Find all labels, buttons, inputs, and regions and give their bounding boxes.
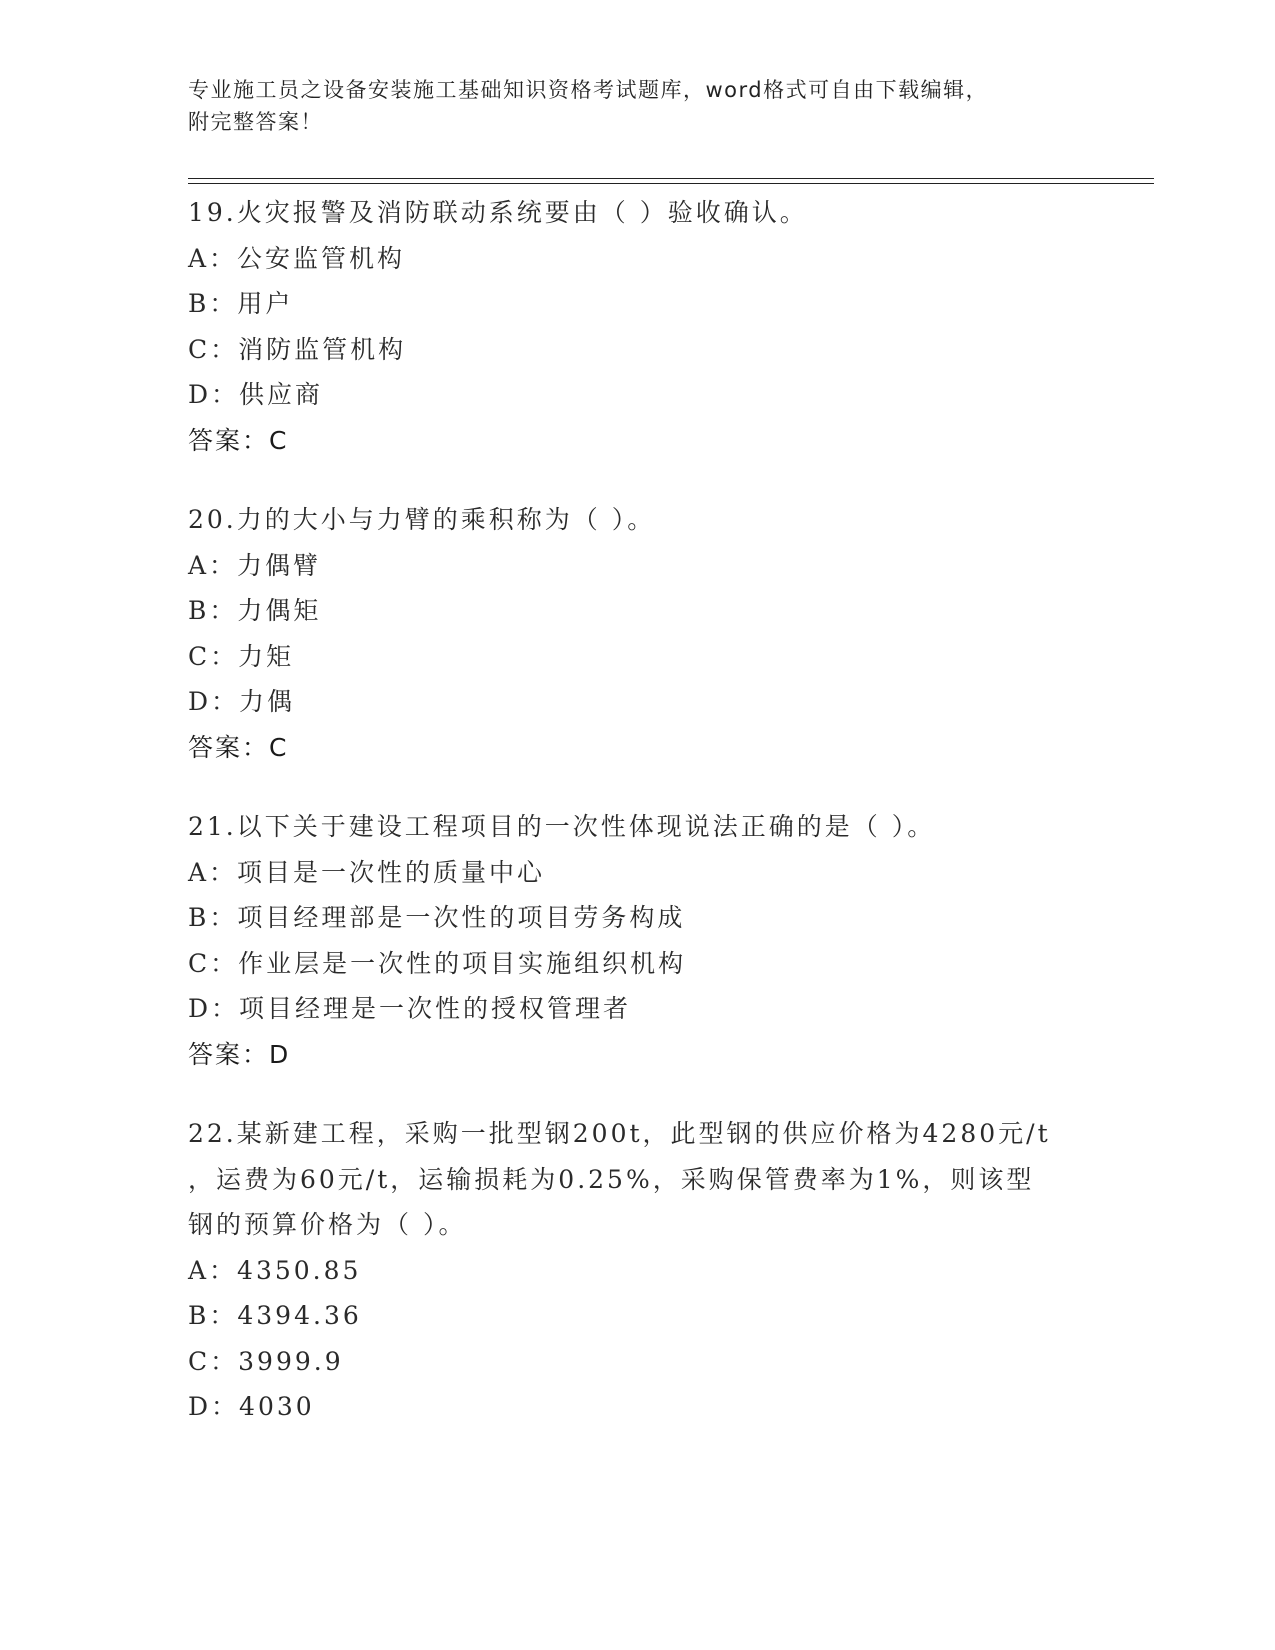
question-list <box>188 190 1088 1464</box>
question-19 <box>188 190 1088 463</box>
option-c: C：力矩 <box>188 641 295 671</box>
question-stem-line-3: 钢的预算价格为（ ）。 <box>188 1210 467 1239</box>
option-c: C：3999.9 <box>188 1346 344 1376</box>
answer-line: 答案：C <box>188 425 289 455</box>
document-header <box>188 74 1088 138</box>
option-a: A：公安监管机构 <box>188 243 406 273</box>
option-d: D：供应商 <box>188 380 324 409</box>
question-21 <box>188 804 1088 1077</box>
question-stem-line-1: 22.某新建工程，采购一批型钢200t，此型钢的供应价格为4280元/t <box>188 1119 1051 1148</box>
option-b: B：4394.36 <box>188 1301 362 1330</box>
option-d: D：力偶 <box>188 687 296 716</box>
question-stem: 21.以下关于建设工程项目的一次性体现说法正确的是（ ）。 <box>188 812 936 841</box>
question-22 <box>188 1111 1088 1430</box>
answer-line: 答案：C <box>188 732 289 762</box>
question-stem: 20.力的大小与力臂的乘积称为（ ）。 <box>188 505 656 534</box>
answer-line: 答案：D <box>188 1039 291 1069</box>
header-divider-bottom <box>188 183 1154 184</box>
option-b: B：力偶矩 <box>188 596 322 625</box>
option-b: B：用户 <box>188 289 294 318</box>
option-c: C：消防监管机构 <box>188 334 407 364</box>
question-stem-line-2: ，运费为60元/t，运输损耗为0.25%，采购保管费率为1%，则该型 <box>188 1164 1035 1194</box>
option-b: B：项目经理部是一次性的项目劳务构成 <box>188 903 686 932</box>
header-divider-top <box>188 178 1154 179</box>
option-a: A：力偶臂 <box>188 550 322 580</box>
option-d: D：4030 <box>188 1392 315 1421</box>
header-line-2: 附完整答案！ <box>188 110 323 134</box>
option-a: A：项目是一次性的质量中心 <box>188 857 546 887</box>
option-c: C：作业层是一次性的项目实施组织机构 <box>188 948 687 978</box>
option-a: A：4350.85 <box>188 1255 362 1285</box>
header-line-1: 专业施工员之设备安装施工基础知识资格考试题库，word格式可自由下载编辑， <box>188 78 989 102</box>
question-20 <box>188 497 1088 770</box>
option-d: D：项目经理是一次性的授权管理者 <box>188 994 632 1023</box>
question-stem: 19.火灾报警及消防联动系统要由（ ）验收确认。 <box>188 198 808 227</box>
